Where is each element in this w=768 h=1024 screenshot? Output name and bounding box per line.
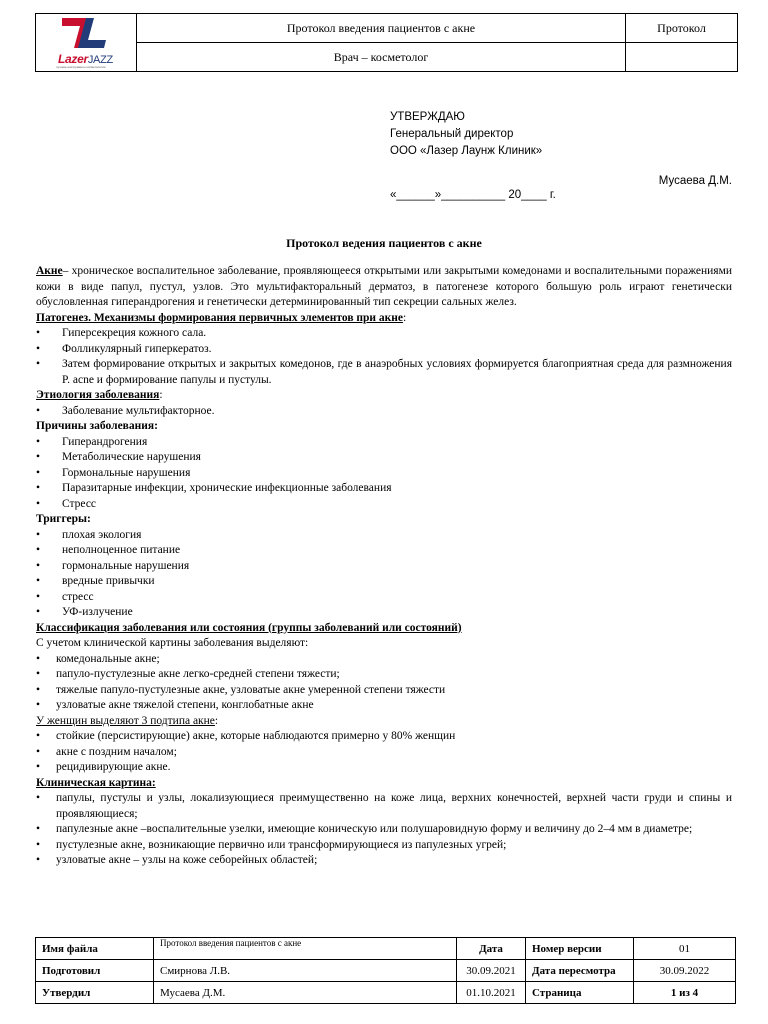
bullet-icon: • — [36, 404, 41, 417]
term-acne: Акне — [36, 265, 63, 277]
list-item-text: плохая экология — [62, 528, 142, 541]
header-empty-cell — [626, 43, 738, 72]
file-name-value: Протокол введения пациентов с акне — [154, 938, 457, 960]
prepared-label: Подготовил — [36, 960, 154, 982]
list-item — [36, 326, 732, 342]
list-item — [36, 605, 732, 621]
section-heading: Классификация заболевания или состояния (группы заболеваний или состояний) — [36, 621, 462, 634]
approval-block — [390, 109, 542, 160]
causes-list — [36, 435, 732, 513]
approved-label: Утвердил — [36, 982, 154, 1004]
header-doc-title: Протокол введения пациентов с акне — [137, 14, 626, 43]
bullet-icon: • — [36, 575, 41, 587]
classification-intro: С учетом клинической картины заболевания выделяют: — [36, 637, 309, 649]
triggers-list — [36, 528, 732, 621]
section-heading: У женщин выделяют 3 подтипа акне: — [36, 714, 219, 727]
bullet-icon: • — [36, 823, 41, 835]
list-item-text: папулезные акне –воспалительные узелки, имеющие коническую или полушаровидную форму и величину до 2–4 мм в диаметре; — [56, 823, 693, 835]
header-doc-type: Протокол — [626, 14, 738, 43]
women-subtypes-list — [36, 729, 732, 776]
list-item-text: узловатые акне – узлы на коже себорейных областей; — [56, 854, 318, 866]
bullet-icon: • — [36, 497, 41, 510]
list-item-text: стресс — [62, 590, 94, 603]
list-item-text: УФ-излучение — [62, 606, 133, 618]
prepared-date: 30.09.2021 — [457, 960, 526, 982]
bullet-icon: • — [36, 559, 41, 572]
list-item — [36, 652, 732, 668]
bullet-icon: • — [36, 606, 41, 618]
header-specialty: Врач – косметолог — [137, 43, 626, 72]
document-title: Протокол ведения пациентов с акне — [286, 236, 482, 250]
list-item-text: Затем формирование открытых и закрытых комедонов, где в анаэробных условиях формируется благоприятная среда для размножения P. acne и формирование папулы и пустулы. — [62, 358, 732, 386]
bullet-icon: • — [36, 358, 41, 370]
bullet-icon: • — [36, 854, 41, 866]
list-item-text: гормональные нарушения — [62, 559, 190, 572]
bullet-icon: • — [36, 342, 41, 355]
approver-name: Мусаева Д.М. — [658, 175, 732, 187]
list-item-text: Паразитарные инфекции, хронические инфекционные заболевания — [62, 482, 392, 494]
pathogenesis-list — [36, 326, 732, 388]
list-item — [36, 791, 732, 822]
list-item — [36, 559, 732, 575]
approved-date: 01.10.2021 — [457, 982, 526, 1004]
list-item-text: неполноценное питание — [62, 544, 181, 556]
approved-value: Мусаева Д.М. — [154, 982, 457, 1004]
list-item — [36, 481, 732, 497]
section-heading: Клиническая картина: — [36, 776, 156, 789]
list-item-text: узловатые акне тяжелой степени, конглобатные акне — [56, 699, 314, 711]
list-item-text: Фолликулярный гиперкератоз. — [62, 342, 212, 355]
list-item — [36, 745, 732, 761]
version-label: Номер версии — [526, 938, 634, 960]
bullet-icon: • — [36, 668, 41, 680]
list-item — [36, 528, 732, 544]
bullet-icon: • — [36, 838, 41, 851]
list-item — [36, 357, 732, 388]
section-heading: Этиология заболевания: — [36, 389, 163, 401]
bullet-icon: • — [36, 745, 41, 758]
bullet-icon: • — [36, 435, 41, 448]
bullet-icon: • — [36, 482, 41, 494]
bullet-icon: • — [36, 792, 41, 804]
company-logo — [36, 14, 136, 71]
bullet-icon: • — [36, 652, 41, 665]
list-item — [36, 466, 732, 482]
section-heading: Причины заболевания: — [36, 420, 158, 432]
list-item-text: рецидивирующие акне. — [56, 761, 171, 773]
classification-list — [36, 652, 732, 714]
approval-line: ООО «Лазер Лаунж Клиник» — [390, 145, 543, 157]
bullet-icon: • — [36, 761, 41, 773]
bullet-icon: • — [36, 699, 41, 711]
approval-line: Генеральный директор — [390, 128, 514, 140]
list-item — [36, 574, 732, 590]
list-item-text: акне с поздним началом; — [56, 745, 177, 758]
list-item-text: Гиперандрогения — [62, 435, 148, 448]
list-item — [36, 760, 732, 776]
list-item-text: папулы, пустулы и узлы, локализующиеся преимущественно на коже лица, верхних конечностей, верхней части груди и спины и проявляющиеся; — [56, 792, 732, 820]
list-item-text: комедональные акне; — [56, 652, 160, 665]
list-item-text: тяжелые папуло-пустулезные акне, узловатые акне умеренной степени тяжести — [56, 683, 446, 696]
page-value: 1 из 4 — [634, 982, 736, 1004]
logo-mark-icon — [60, 16, 112, 50]
intro-paragraph: Акне– хроническое воспалительное заболевание, проявляющееся открытыми или закрытыми комедонами и воспалительными поражениями кожи в виде папул, пустул, узлов. Это мультифакторальный дерматоз, в патогенезе которого большую роль играют генетически обусловленная гиперандрогения и генетически детерминированный тип секреции сальных желез. — [36, 265, 732, 308]
list-item — [36, 838, 732, 854]
bullet-icon: • — [36, 730, 41, 742]
date-label: Дата — [457, 938, 526, 960]
bullet-icon: • — [36, 528, 41, 541]
list-item — [36, 698, 732, 714]
list-item — [36, 450, 732, 466]
page-label: Страница — [526, 982, 634, 1004]
file-name-label: Имя файла — [36, 938, 154, 960]
header-table — [35, 13, 738, 72]
bullet-icon: • — [36, 683, 41, 696]
list-item — [36, 435, 732, 451]
list-item-text: вредные привычки — [62, 575, 155, 587]
list-item — [36, 729, 732, 745]
prepared-value: Смирнова Л.В. — [154, 960, 457, 982]
approval-date-line: «______»__________ 20____ г. — [390, 189, 556, 201]
version-value: 01 — [634, 938, 736, 960]
list-item — [36, 853, 732, 869]
list-item — [36, 667, 732, 683]
bullet-icon: • — [36, 327, 41, 339]
list-item-text: Гормональные нарушения — [62, 466, 191, 479]
list-item-text: пустулезные акне, возникающие первично или трансформирующиеся из папулезных угрей; — [56, 838, 507, 851]
list-item — [36, 342, 732, 358]
section-heading: Патогенез. Механизмы формирования первичных элементов при акне: — [36, 311, 407, 324]
list-item — [36, 543, 732, 559]
review-date-value: 30.09.2022 — [634, 960, 736, 982]
section-heading: Триггеры: — [36, 513, 91, 525]
list-item-text: стойкие (персистирующие) акне, которые наблюдаются примерно у 80% женщин — [56, 730, 456, 742]
logo-tagline: лучшие инструменты косметологии — [56, 65, 106, 69]
list-item — [36, 822, 732, 838]
bullet-icon: • — [36, 590, 41, 603]
list-item-text: папуло-пустулезные акне легко-средней степени тяжести; — [56, 668, 340, 680]
clinical-list — [36, 791, 732, 869]
list-item-text: Заболевание мультифакторное. — [62, 404, 215, 417]
bullet-icon: • — [36, 544, 41, 556]
bullet-icon: • — [36, 451, 41, 463]
logo-wordmark: LazerJAZZ — [58, 52, 113, 66]
approval-line: УТВЕРЖДАЮ — [390, 111, 465, 123]
list-item — [36, 404, 732, 420]
list-item-text: Гиперсекреция кожного сала. — [62, 327, 207, 339]
bullet-icon: • — [36, 466, 41, 479]
etiology-list — [36, 404, 732, 420]
review-date-label: Дата пересмотра — [526, 960, 634, 982]
logo-cell — [36, 14, 137, 72]
list-item — [36, 497, 732, 513]
footer-table — [35, 937, 736, 1004]
list-item — [36, 590, 732, 606]
list-item-text: Метаболические нарушения — [62, 451, 201, 463]
document-body — [36, 264, 732, 869]
list-item-text: Стресс — [62, 497, 97, 510]
list-item — [36, 683, 732, 699]
